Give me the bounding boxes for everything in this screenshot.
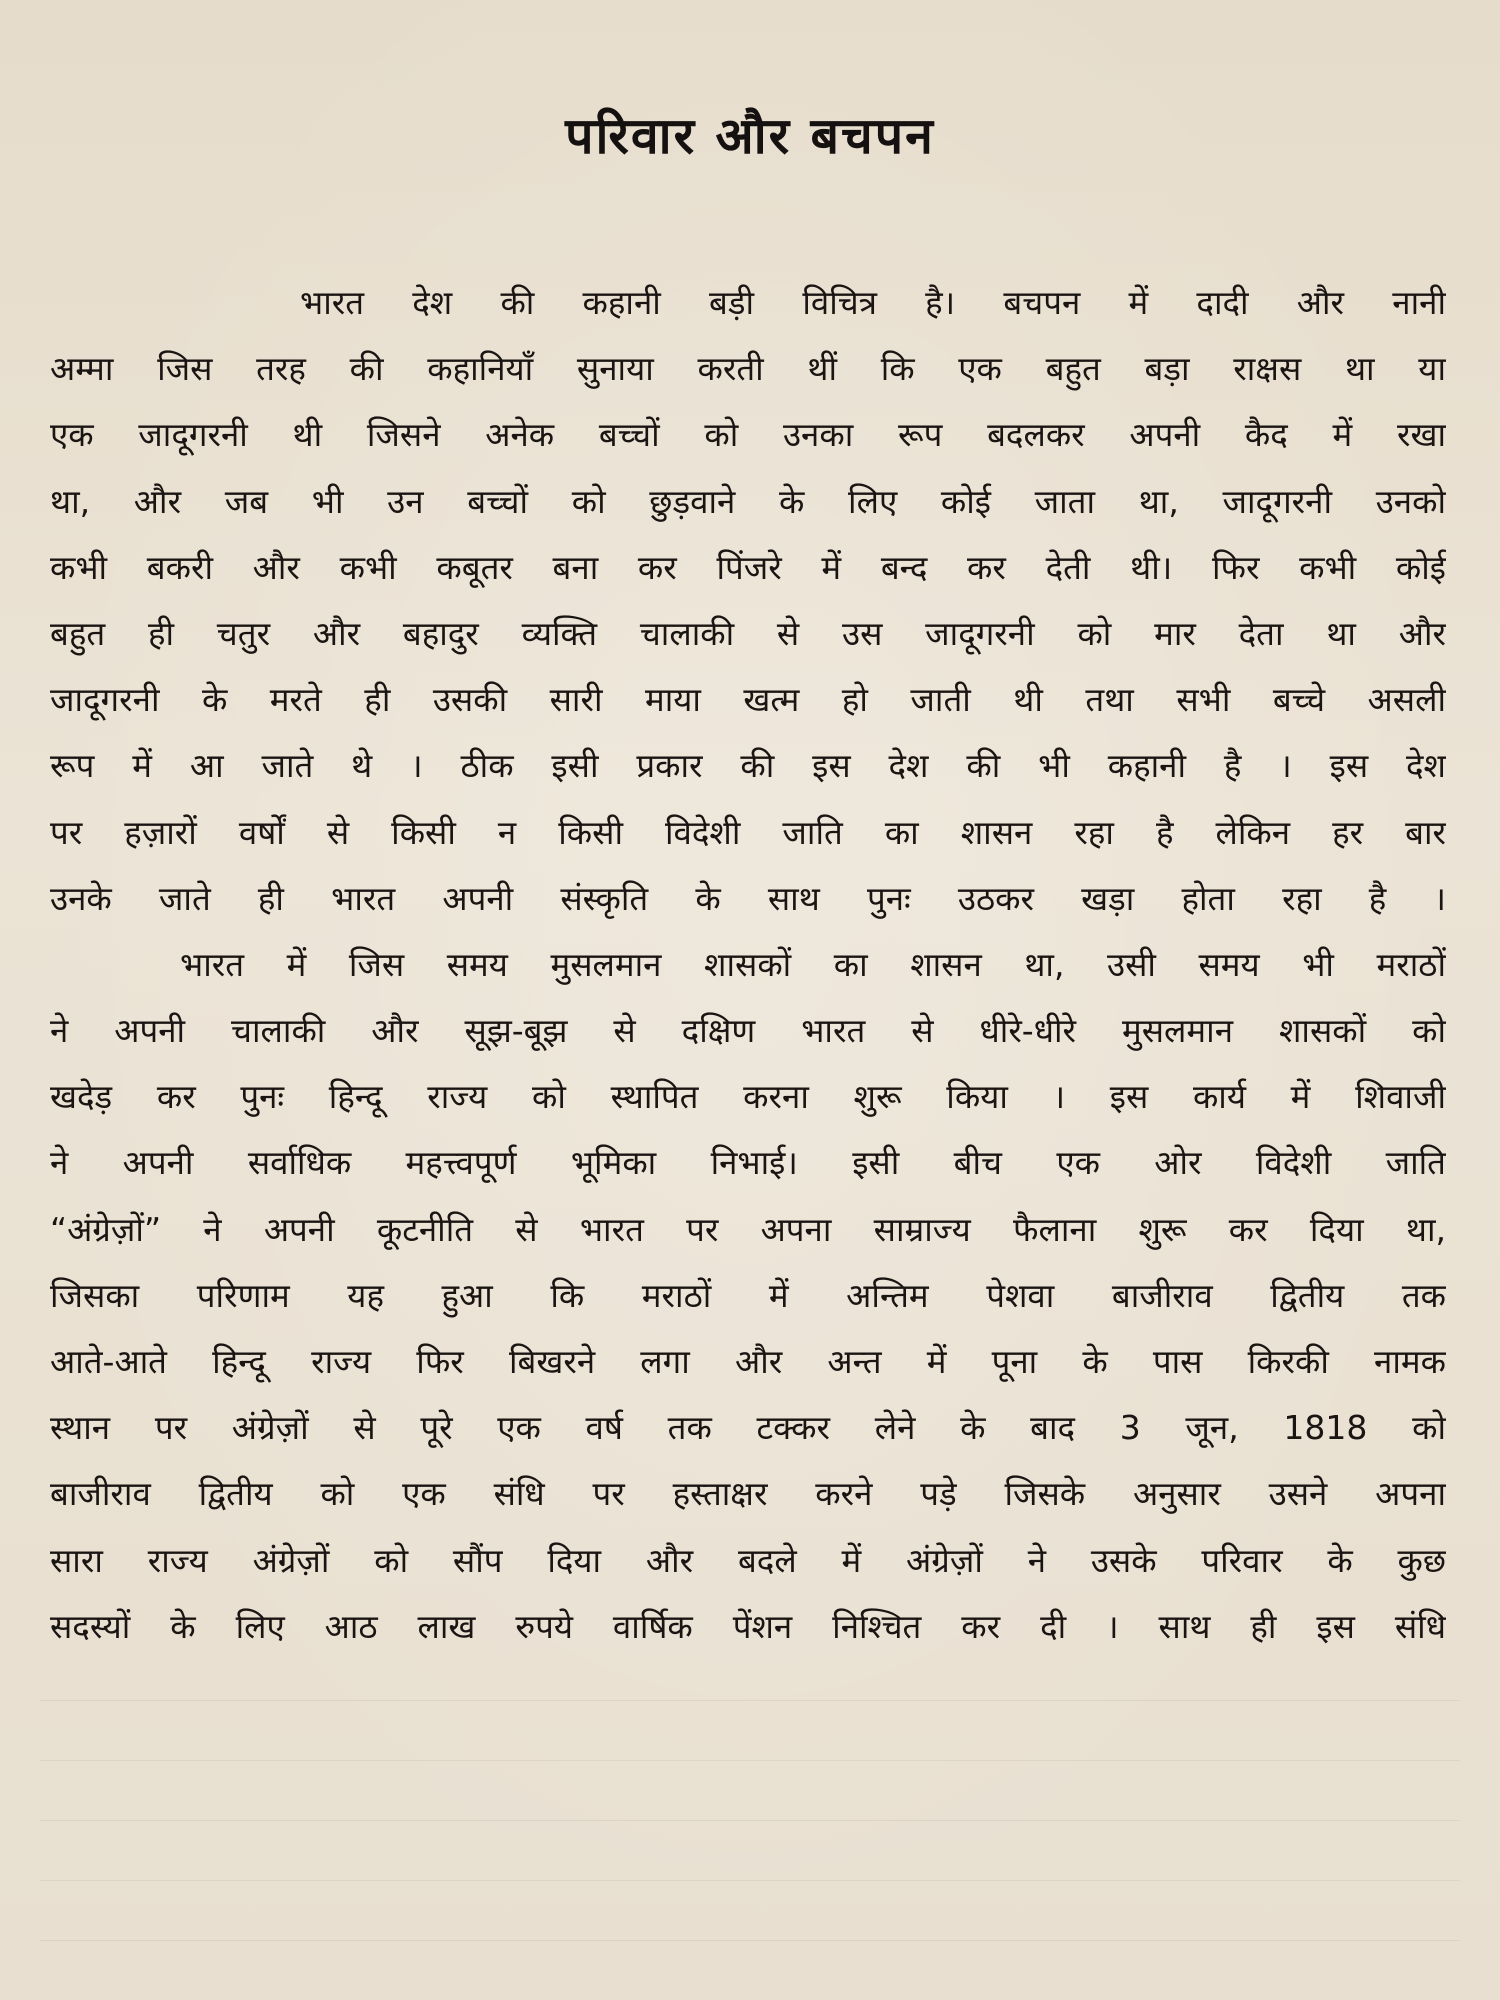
show-through-line [40,1880,1460,1881]
text-line: भारत देश की कहानी बड़ी विचित्र है। बचपन में दादी और नानी [300,283,1446,322]
text-line: भारत में जिस समय मुसलमान शासकों का शासन था, उसी समय भी मराठों [180,944,1446,984]
show-through-line [40,1940,1460,1941]
text-line: “अंग्रेज़ों” ने अपनी कूटनीति से भारत पर अपना साम्राज्य फैलाना शुरू कर दिया था, [50,1209,1446,1249]
text-line: बाजीराव द्वितीय को एक संधि पर हस्ताक्षर करने पड़े जिसके अनुसार उसने अपना [50,1474,1446,1514]
show-through-line [40,1700,1460,1701]
show-through-line [40,1760,1460,1761]
text-line: जादूगरनी के मरते ही उसकी सारी माया खत्म हो जाती थी तथा सभी बच्चे असली [50,680,1446,720]
chapter-title: परिवार और बचपन [565,107,935,165]
text-line: ने अपनी सर्वाधिक महत्त्वपूर्ण भूमिका निभाई। इसी बीच एक ओर विदेशी जाति [50,1143,1446,1183]
text-line: कभी बकरी और कभी कबूतर बना कर पिंजरे में बन्द कर देती थी। फिर कभी कोई [50,547,1446,587]
text-line: जिसका परिणाम यह हुआ कि मराठों में अन्तिम पेशवा बाजीराव द्वितीय तक [50,1275,1446,1315]
text-line: स्थान पर अंग्रेज़ों से पूरे एक वर्ष तक टक्कर लेने के बाद 3 जून, 1818 को [50,1408,1446,1448]
text-line: बहुत ही चतुर और बहादुर व्यक्ति चालाकी से उस जादूगरनी को मार देता था और [50,613,1446,653]
text-line: सारा राज्य अंग्रेज़ों को सौंप दिया और बदले में अंग्रेज़ों ने उसके परिवार के कुछ [50,1540,1446,1580]
text-line: एक जादूगरनी थी जिसने अनेक बच्चों को उनका रूप बदलकर अपनी कैद में रखा [50,415,1446,455]
text-line: आते-आते हिन्दू राज्य फिर बिखरने लगा और अन्त में पूना के पास किरकी नामक [50,1342,1446,1381]
show-through-line [40,1820,1460,1821]
text-line: अम्मा जिस तरह की कहानियाँ सुनाया करती थीं कि एक बहुत बड़ा राक्षस था या [50,349,1446,389]
text-line: उनके जाते ही भारत अपनी संस्कृति के साथ पुनः उठकर खड़ा होता रहा है । [50,878,1446,918]
text-line: रूप में आ जाते थे । ठीक इसी प्रकार की इस देश की भी कहानी है । इस देश [50,746,1446,786]
text-line: खदेड़ कर पुनः हिन्दू राज्य को स्थापित करना शुरू किया । इस कार्य में शिवाजी [50,1077,1446,1117]
text-line: पर हज़ारों वर्षों से किसी न किसी विदेशी जाति का शासन रहा है लेकिन हर बार [50,812,1446,852]
text-line: ने अपनी चालाकी और सूझ-बूझ से दक्षिण भारत से धीरे-धीरे मुसलमान शासकों को [50,1011,1446,1051]
text-line: सदस्यों के लिए आठ लाख रुपये वार्षिक पेंशन निश्चित कर दी । साथ ही इस संधि [50,1606,1446,1646]
body-text [50,270,1446,1660]
text-line: था, और जब भी उन बच्चों को छुड़वाने के लिए कोई जाता था, जादूगरनी उनको [50,481,1446,521]
